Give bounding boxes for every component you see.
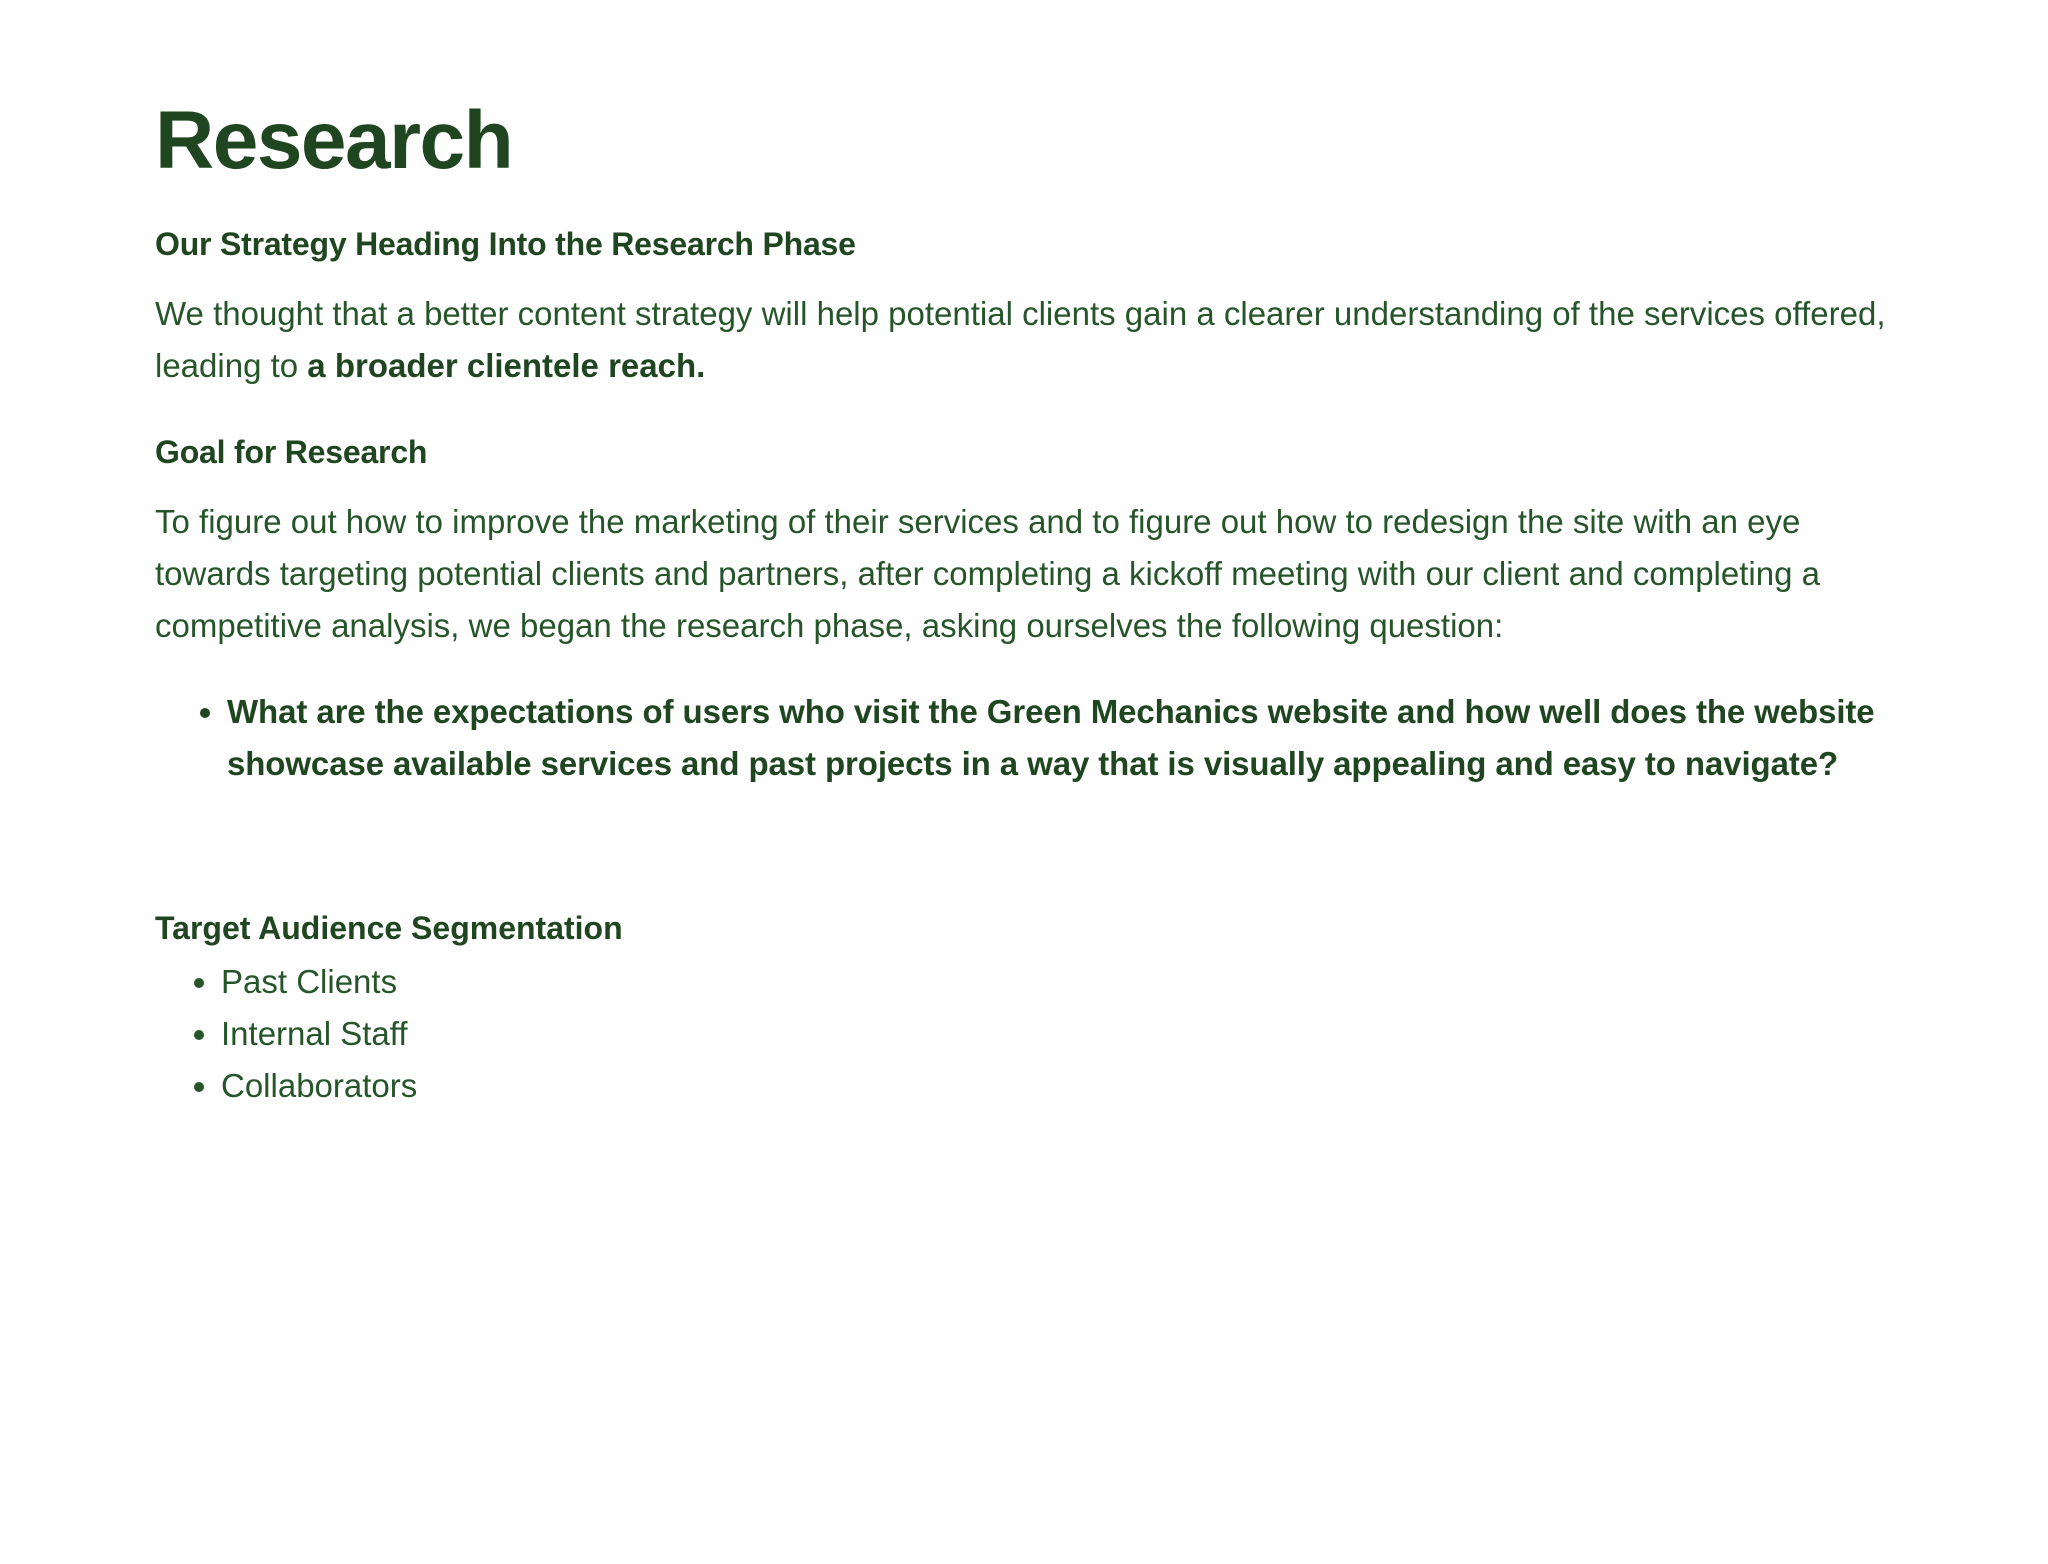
list-item: • Past Clients (221, 956, 1898, 1008)
section-paragraph-strategy (155, 288, 1898, 392)
research-question-list (155, 686, 1898, 790)
list-item: • Collaborators (221, 1060, 1898, 1112)
section-heading-strategy: Our Strategy Heading Into the Research Phase (155, 226, 856, 263)
list-item: • What are the expectations of users who visit the Green Mechanics website and how well does the website showcase available services and past projects in a way that is visually appealing and easy to navigate? (227, 686, 1898, 790)
segmentation-list (155, 956, 1898, 1112)
page-title: Research (155, 95, 513, 186)
list-item: • Internal Staff (221, 1008, 1898, 1060)
section-heading-goal: Goal for Research (155, 434, 428, 471)
segmentation-heading: Target Audience Segmentation (155, 910, 623, 947)
strategy-paragraph-lead: We thought that a better content strategy will help potential clients gain a clearer understanding of the services offered, leading to (155, 294, 1886, 384)
section-paragraph-goal: To figure out how to improve the marketing of their services and to figure out how to redesign the site with an eye towards targeting potential clients and partners, after completing a kickoff meeting with our client and completing a competitive analysis, we began the research phase, asking ourselves the following question: (155, 502, 1820, 644)
target-audience-segmentation (155, 908, 1898, 1112)
strategy-paragraph-emphasis: a broader clientele reach. (307, 346, 706, 384)
